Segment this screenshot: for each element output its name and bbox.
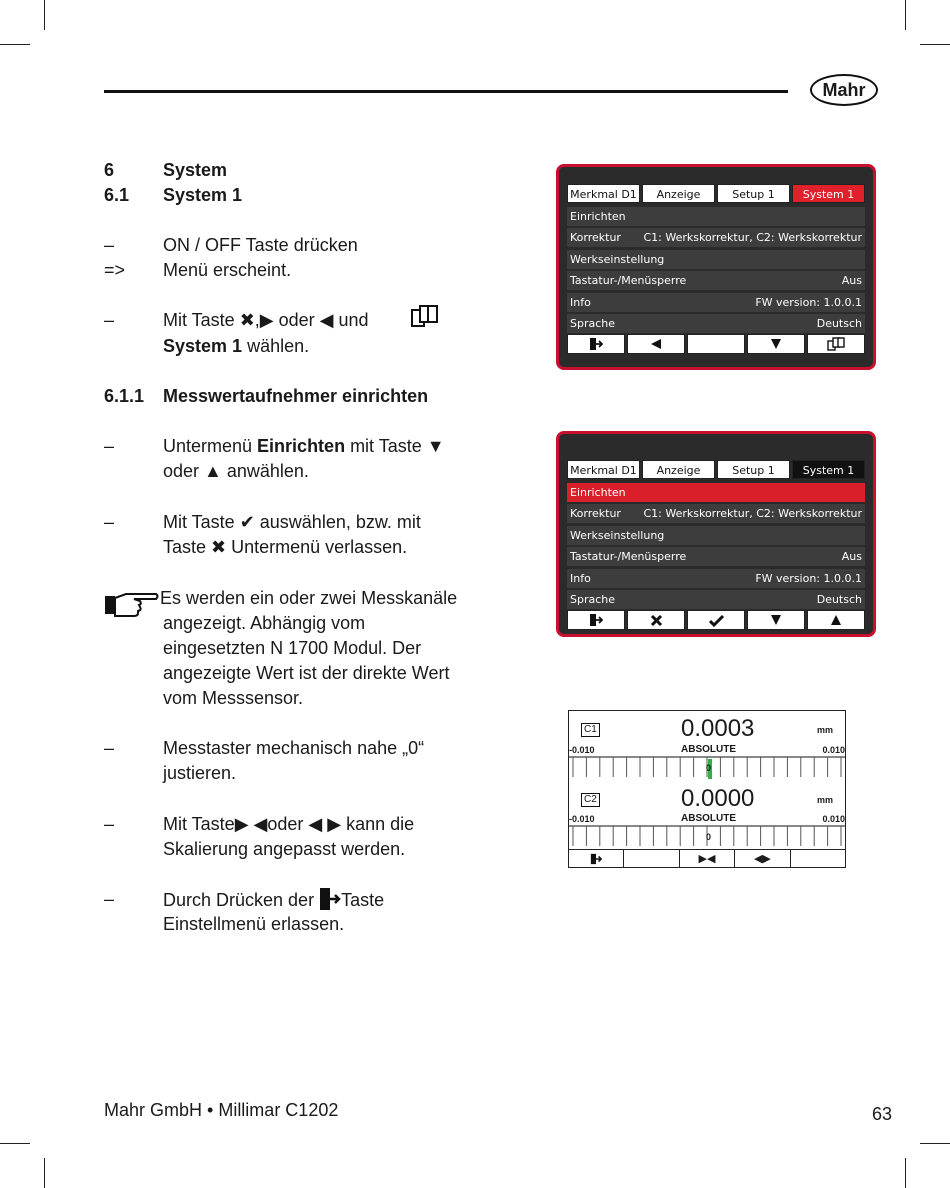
channel-1-zero: 0 <box>706 763 712 773</box>
crop-mark <box>0 44 30 45</box>
softkey-confirm[interactable] <box>687 610 745 630</box>
channel-1-mode: ABSOLUTE <box>681 744 736 755</box>
bullet-text: oder ▲ anwählen. <box>163 461 309 481</box>
softkey-zoom-in[interactable]: ▶◀ <box>680 850 735 867</box>
subsubsection-number: 6.1.1 <box>104 386 145 406</box>
menu-item-sprache[interactable] <box>567 314 865 333</box>
channel-1-value: 0.0003 <box>681 715 755 742</box>
channel-2-value: 0.0000 <box>681 785 755 812</box>
exit-icon <box>590 853 602 865</box>
bullet-text: Messtaster mechanisch nahe „0“ <box>163 738 425 758</box>
menu-label: Einrichten <box>570 210 626 223</box>
channel-1-label: C1 <box>581 723 600 737</box>
section-number: 6 <box>104 160 115 180</box>
bullet-text <box>163 434 445 459</box>
bullet-mark: – <box>104 738 115 758</box>
text-run: Taste <box>341 890 385 910</box>
check-icon <box>709 614 724 627</box>
menu-item-info[interactable] <box>567 293 865 312</box>
channel-2-label: C2 <box>581 793 600 807</box>
text-run: wählen. <box>242 336 310 356</box>
bullet-text: Mit Taste ✔ auswählen, bzw. mit <box>163 512 421 532</box>
menu-value: Deutsch <box>816 592 862 606</box>
softkey-empty[interactable] <box>687 334 745 354</box>
tab-setup[interactable]: Setup 1 <box>717 184 790 203</box>
menu-item-tastatursperre[interactable] <box>567 547 865 566</box>
softkey-exit[interactable] <box>567 610 625 630</box>
exit-icon <box>589 613 603 627</box>
bullet-mark: – <box>104 310 115 330</box>
header-rule <box>104 90 788 93</box>
softkey-exit[interactable] <box>567 334 625 354</box>
softkey-down[interactable] <box>747 610 805 630</box>
section-title: System <box>163 160 228 180</box>
channel-2-zero: 0 <box>706 832 712 842</box>
crop-mark <box>905 1158 906 1188</box>
arrow-left-icon <box>650 338 662 350</box>
menu-label: Info <box>570 571 591 585</box>
softkey-empty[interactable] <box>624 850 679 867</box>
crop-mark <box>920 1143 950 1144</box>
menu-label: Korrektur <box>570 507 621 521</box>
bold-term: System 1 <box>163 336 243 356</box>
pages-icon <box>827 337 845 351</box>
crop-mark <box>920 44 950 45</box>
exit-icon <box>589 337 603 351</box>
bullet-text: Skalierung angepasst werden. <box>163 839 406 859</box>
menu-value: FW version: 1.0.0.1 <box>755 295 862 309</box>
menu-value: Aus <box>841 550 862 564</box>
device-screen-2 <box>556 431 876 637</box>
menu-item-werkseinstellung[interactable] <box>567 250 865 269</box>
softkey-pages[interactable] <box>807 334 865 354</box>
menu-item-werkseinstellung[interactable] <box>567 526 865 545</box>
text-run: mit Taste ▼ <box>345 436 445 456</box>
tab-system[interactable]: System 1 <box>792 460 865 479</box>
menu-item-korrektur[interactable] <box>567 228 865 247</box>
note-line: angezeigte Wert ist der direkte Wert <box>163 663 450 683</box>
device-screen-1 <box>556 164 876 370</box>
bullet-text: ON / OFF Taste drücken <box>163 235 358 255</box>
menu-label: Tastatur-/Menüsperre <box>570 274 687 288</box>
menu-item-tastatursperre[interactable] <box>567 271 865 290</box>
bullet-text <box>163 334 309 359</box>
note-line: Es werden ein oder zwei Messkanäle <box>160 588 458 608</box>
bullet-mark: – <box>104 512 115 532</box>
tab-setup[interactable]: Setup 1 <box>717 460 790 479</box>
menu-value: FW version: 1.0.0.1 <box>755 571 862 585</box>
tab-bar <box>567 460 865 479</box>
softkey-empty[interactable] <box>791 850 845 867</box>
crop-mark <box>905 0 906 30</box>
tab-system[interactable]: System 1 <box>792 184 865 203</box>
arrow-down-icon <box>770 338 782 350</box>
bullet-mark: => <box>104 260 126 280</box>
softkey-cancel[interactable] <box>627 610 685 630</box>
softkey-zoom-out[interactable]: ◀▶ <box>735 850 790 867</box>
softkey-down[interactable] <box>747 334 805 354</box>
tab-merkmal[interactable]: Merkmal D1 <box>567 184 640 203</box>
tab-merkmal[interactable]: Merkmal D1 <box>567 460 640 479</box>
menu-item-info[interactable] <box>567 569 865 588</box>
softkey-bar <box>567 334 865 354</box>
channel-1-max: 0.010 <box>822 745 845 755</box>
subsection-number: 6.1 <box>104 185 130 205</box>
text-run: Durch Drücken der <box>163 890 315 910</box>
footer-text: Mahr GmbH • Millimar C1202 <box>104 1100 339 1120</box>
channel-2-max: 0.010 <box>822 814 845 824</box>
text-run: Untermenü <box>163 436 258 456</box>
bullet-text: Einstellmenü erlassen. <box>163 914 345 934</box>
measurement-display <box>568 710 846 868</box>
bullet-mark: – <box>104 235 115 255</box>
crop-mark <box>44 1158 45 1188</box>
bullet-text: Mit Taste ✖,▶ oder ◀ und <box>163 310 369 330</box>
arrow-down-icon <box>770 614 782 626</box>
channel-1-unit: mm <box>816 725 833 735</box>
tab-bar <box>567 184 865 203</box>
pages-icon <box>410 304 440 328</box>
menu-label: Einrichten <box>570 486 626 499</box>
softkey-left[interactable] <box>627 334 685 354</box>
bullet-text: Taste ✖ Untermenü verlassen. <box>163 537 408 557</box>
arrow-up-icon <box>830 614 842 626</box>
note-line: vom Messsensor. <box>163 688 304 708</box>
bullet-mark: – <box>104 814 115 834</box>
channel-1-min: -0.010 <box>569 745 595 755</box>
note-line: angezeigt. Abhängig vom <box>163 613 366 633</box>
channel-2-mode: ABSOLUTE <box>681 813 736 824</box>
cross-icon <box>650 614 663 627</box>
menu-label: Sprache <box>570 316 616 330</box>
menu-item-einrichten[interactable] <box>567 483 865 502</box>
menu-list <box>567 483 865 611</box>
bold-term: Einrichten <box>257 436 346 456</box>
tab-anzeige[interactable]: Anzeige <box>642 460 715 479</box>
menu-value: Deutsch <box>816 316 862 330</box>
menu-value: C1: Werkskorrektur, C2: Werkskorrektur <box>643 231 862 245</box>
bullet-text <box>163 887 384 913</box>
subsection-title: System 1 <box>163 185 243 205</box>
menu-item-sprache[interactable] <box>567 590 865 609</box>
menu-item-korrektur[interactable] <box>567 504 865 523</box>
menu-label: Info <box>570 295 591 309</box>
bullet-text: Mit Taste▶ ◀oder ◀ ▶ kann die <box>163 814 415 834</box>
mahr-logo: Mahr <box>810 74 878 106</box>
crop-mark <box>44 0 45 30</box>
softkey-bar <box>569 849 845 867</box>
menu-label: Werkseinstellung <box>570 252 665 266</box>
tab-anzeige[interactable]: Anzeige <box>642 184 715 203</box>
softkey-bar <box>567 610 865 630</box>
channel-2-unit: mm <box>816 795 833 805</box>
subsubsection-title: Messwertaufnehmer einrichten <box>163 386 429 406</box>
page-number: 63 <box>872 1104 893 1124</box>
menu-label: Tastatur-/Menüsperre <box>570 550 687 564</box>
menu-label: Korrektur <box>570 231 621 245</box>
menu-value: C1: Werkskorrektur, C2: Werkskorrektur <box>643 507 862 521</box>
bullet-text: Menü erscheint. <box>163 260 292 280</box>
softkey-up[interactable] <box>807 610 865 630</box>
bullet-mark: – <box>104 436 115 456</box>
menu-label: Werkseinstellung <box>570 528 665 542</box>
menu-value: Aus <box>841 274 862 288</box>
channel-2-min: -0.010 <box>569 814 595 824</box>
pointing-hand-icon <box>104 590 160 618</box>
menu-list <box>567 207 865 335</box>
note-line: eingesetzten N 1700 Modul. Der <box>163 638 422 658</box>
bullet-text: justieren. <box>163 763 237 783</box>
bullet-mark: – <box>104 889 115 909</box>
exit-icon <box>319 887 341 911</box>
softkey-exit[interactable] <box>569 850 624 867</box>
menu-label: Sprache <box>570 592 616 606</box>
menu-item-einrichten[interactable] <box>567 207 865 226</box>
crop-mark <box>0 1143 30 1144</box>
